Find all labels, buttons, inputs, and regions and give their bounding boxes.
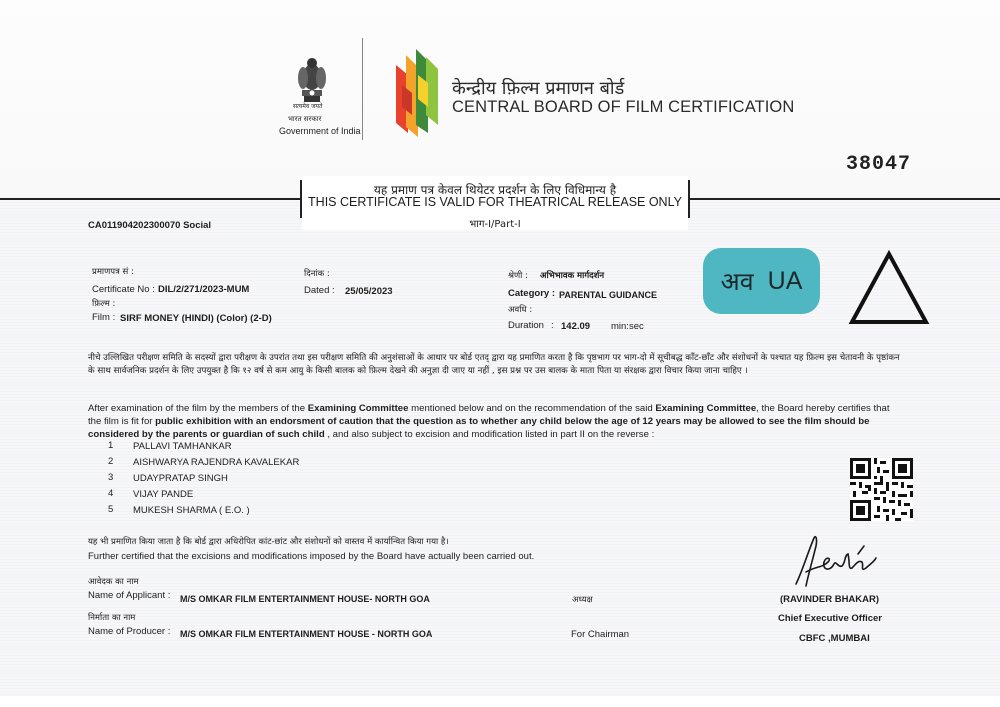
validity-banner-english: THIS CERTIFICATE IS VALID FOR THEATRICAL RELEASE ONLY xyxy=(308,195,682,209)
category-label: Category : xyxy=(508,288,555,299)
cbfc-logo-icon xyxy=(392,45,444,140)
duration-value: 142.09 xyxy=(561,321,591,332)
signatory-name: (RAVINDER BHAKAR) xyxy=(780,594,880,605)
qr-code-icon xyxy=(850,458,913,521)
certification-text-hindi: नीचे उल्लिखित परीक्षण समिति के सदस्यों द्वारा परीक्षण के उपरांत तथा इस परीक्षण समिति की अनुशंसाओं के आधार पर बोर्ड एतद् द्वारा यह प्रमाणित करता है कि पृष्ठभाग पर भाग-दो में सूचीबद्ध काँट-छाँट और संशोधनों के पश्चात यह फ़िल्म इस चेतावनी के पृष्ठांकन के साथ सार्वजनिक प्रदर्शन के लिए उपयुक्त है कि १२ वर्ष से कम आयु के किसी बालक को फ़िल्म देखने की अनुज्ञा दी जाए या नहीं , इस प्रश्न पर उस बालक के माता पिता या संरक्षक द्वारा विचार किया जाना चाहिए । xyxy=(88,353,900,376)
duration-label: Duration xyxy=(508,320,544,331)
committee-number: 3 xyxy=(108,472,114,483)
duration-unit: min:sec xyxy=(611,321,644,332)
film-label: Film : xyxy=(92,312,116,323)
applicant-label-hindi: आवेदक का नाम xyxy=(88,577,139,587)
signatory-office: CBFC ,MUMBAI xyxy=(799,633,870,644)
page-bottom-edge xyxy=(0,696,1000,707)
duration-label-hindi: अवधि : xyxy=(508,305,533,315)
committee-member: MUKESH SHARMA ( E.O. ) xyxy=(133,505,250,516)
applicant-label: Name of Applicant : xyxy=(88,590,171,601)
committee-member: VIJAY PANDE xyxy=(133,489,194,500)
signature-image xyxy=(788,532,883,592)
emblem-english-caption: Government of India xyxy=(279,126,361,136)
producer-value: M/S OMKAR FILM ENTERTAINMENT HOUSE - NORTH GOA xyxy=(180,629,433,639)
committee-number: 4 xyxy=(108,488,114,499)
committee-number: 5 xyxy=(108,504,114,515)
duration-separator: : xyxy=(551,320,554,331)
caution-triangle-icon xyxy=(848,250,930,326)
dated-label: Dated : xyxy=(304,285,335,296)
film-label-hindi: फ़िल्म : xyxy=(92,299,116,309)
producer-label: Name of Producer : xyxy=(88,626,171,637)
further-certified-hindi: यह भी प्रमाणित किया जाता है कि बोर्ड द्वारा अधिरोपित कांट-छांट और संशोधनों को वास्तव में कार्यान्वित किया गया है। xyxy=(88,537,449,547)
category-value: PARENTAL GUIDANCE xyxy=(559,290,658,300)
film-title-value: SIRF MONEY (HINDI) (Color) (2-D) xyxy=(120,313,272,324)
org-name-english: CENTRAL BOARD OF FILM CERTIFICATION xyxy=(452,98,795,116)
certificate-no-label: Certificate No : xyxy=(92,284,155,295)
committee-number: 1 xyxy=(108,440,114,451)
state-emblem-icon xyxy=(287,50,337,110)
certificate-no-label-hindi: प्रमाणपत्र सं : xyxy=(92,267,134,277)
category-label-hindi: श्रेणी : xyxy=(508,271,528,281)
part-label: भाग-I/Part-I xyxy=(469,219,521,230)
category-value-hindi: अभिभावक मार्गदर्शन xyxy=(540,271,605,281)
emblem-motto: सत्यमेव जयते xyxy=(293,103,323,110)
rating-hindi: अव xyxy=(720,267,754,296)
banner-tick-right xyxy=(688,180,690,218)
signatory-title: Chief Executive Officer xyxy=(778,613,883,624)
chairman-label-hindi: अध्यक्ष xyxy=(572,595,593,605)
committee-member: PALLAVI TAMHANKAR xyxy=(133,441,232,452)
committee-number: 2 xyxy=(108,456,114,467)
header-divider xyxy=(362,38,363,140)
banner-line-left xyxy=(0,198,302,200)
certification-text-english: After examination of the film by the members of the Examining Committee mentioned below and on the recommendation of the said Examining Committee, the Board hereby certifies that the film is fit for public exhibition with an endorsment of caution that the question as to whether any child below the age of 12 years may be allowed to see the film should be considered by the parents or guardian of such child , and also subject to excision and modification listed in part II on the reverse : xyxy=(88,403,890,440)
rating-badge xyxy=(703,248,820,314)
producer-label-hindi: निर्माता का नाम xyxy=(88,613,136,623)
rating-english: UA xyxy=(767,266,803,295)
application-reference: CA011904202300070 Social xyxy=(88,220,212,231)
dated-value: 25/05/2023 xyxy=(345,286,393,297)
applicant-value: M/S OMKAR FILM ENTERTAINMENT HOUSE- NORTH GOA xyxy=(180,594,430,604)
validity-banner-hindi: यह प्रमाण पत्र केवल थियेटर प्रदर्शन के लिए विधिमान्य है xyxy=(373,183,617,197)
dated-label-hindi: दिनांक : xyxy=(304,269,330,279)
org-name-hindi: केन्द्रीय फ़िल्म प्रमाणन बोर्ड xyxy=(452,78,625,99)
further-certified-english: Further certified that the excisions and modifications imposed by the Board have actually been carried out. xyxy=(88,551,535,562)
banner-line-right xyxy=(688,198,1000,200)
certificate-serial-number: 38047 xyxy=(846,153,912,176)
committee-member: UDAYPRATAP SINGH xyxy=(133,473,228,484)
certificate-no-value: DIL/2/271/2023-MUM xyxy=(158,284,250,295)
emblem-hindi-caption: भारत सरकार xyxy=(288,115,322,123)
chairman-label: For Chairman xyxy=(571,629,630,640)
committee-member: AISHWARYA RAJENDRA KAVALEKAR xyxy=(133,457,300,468)
